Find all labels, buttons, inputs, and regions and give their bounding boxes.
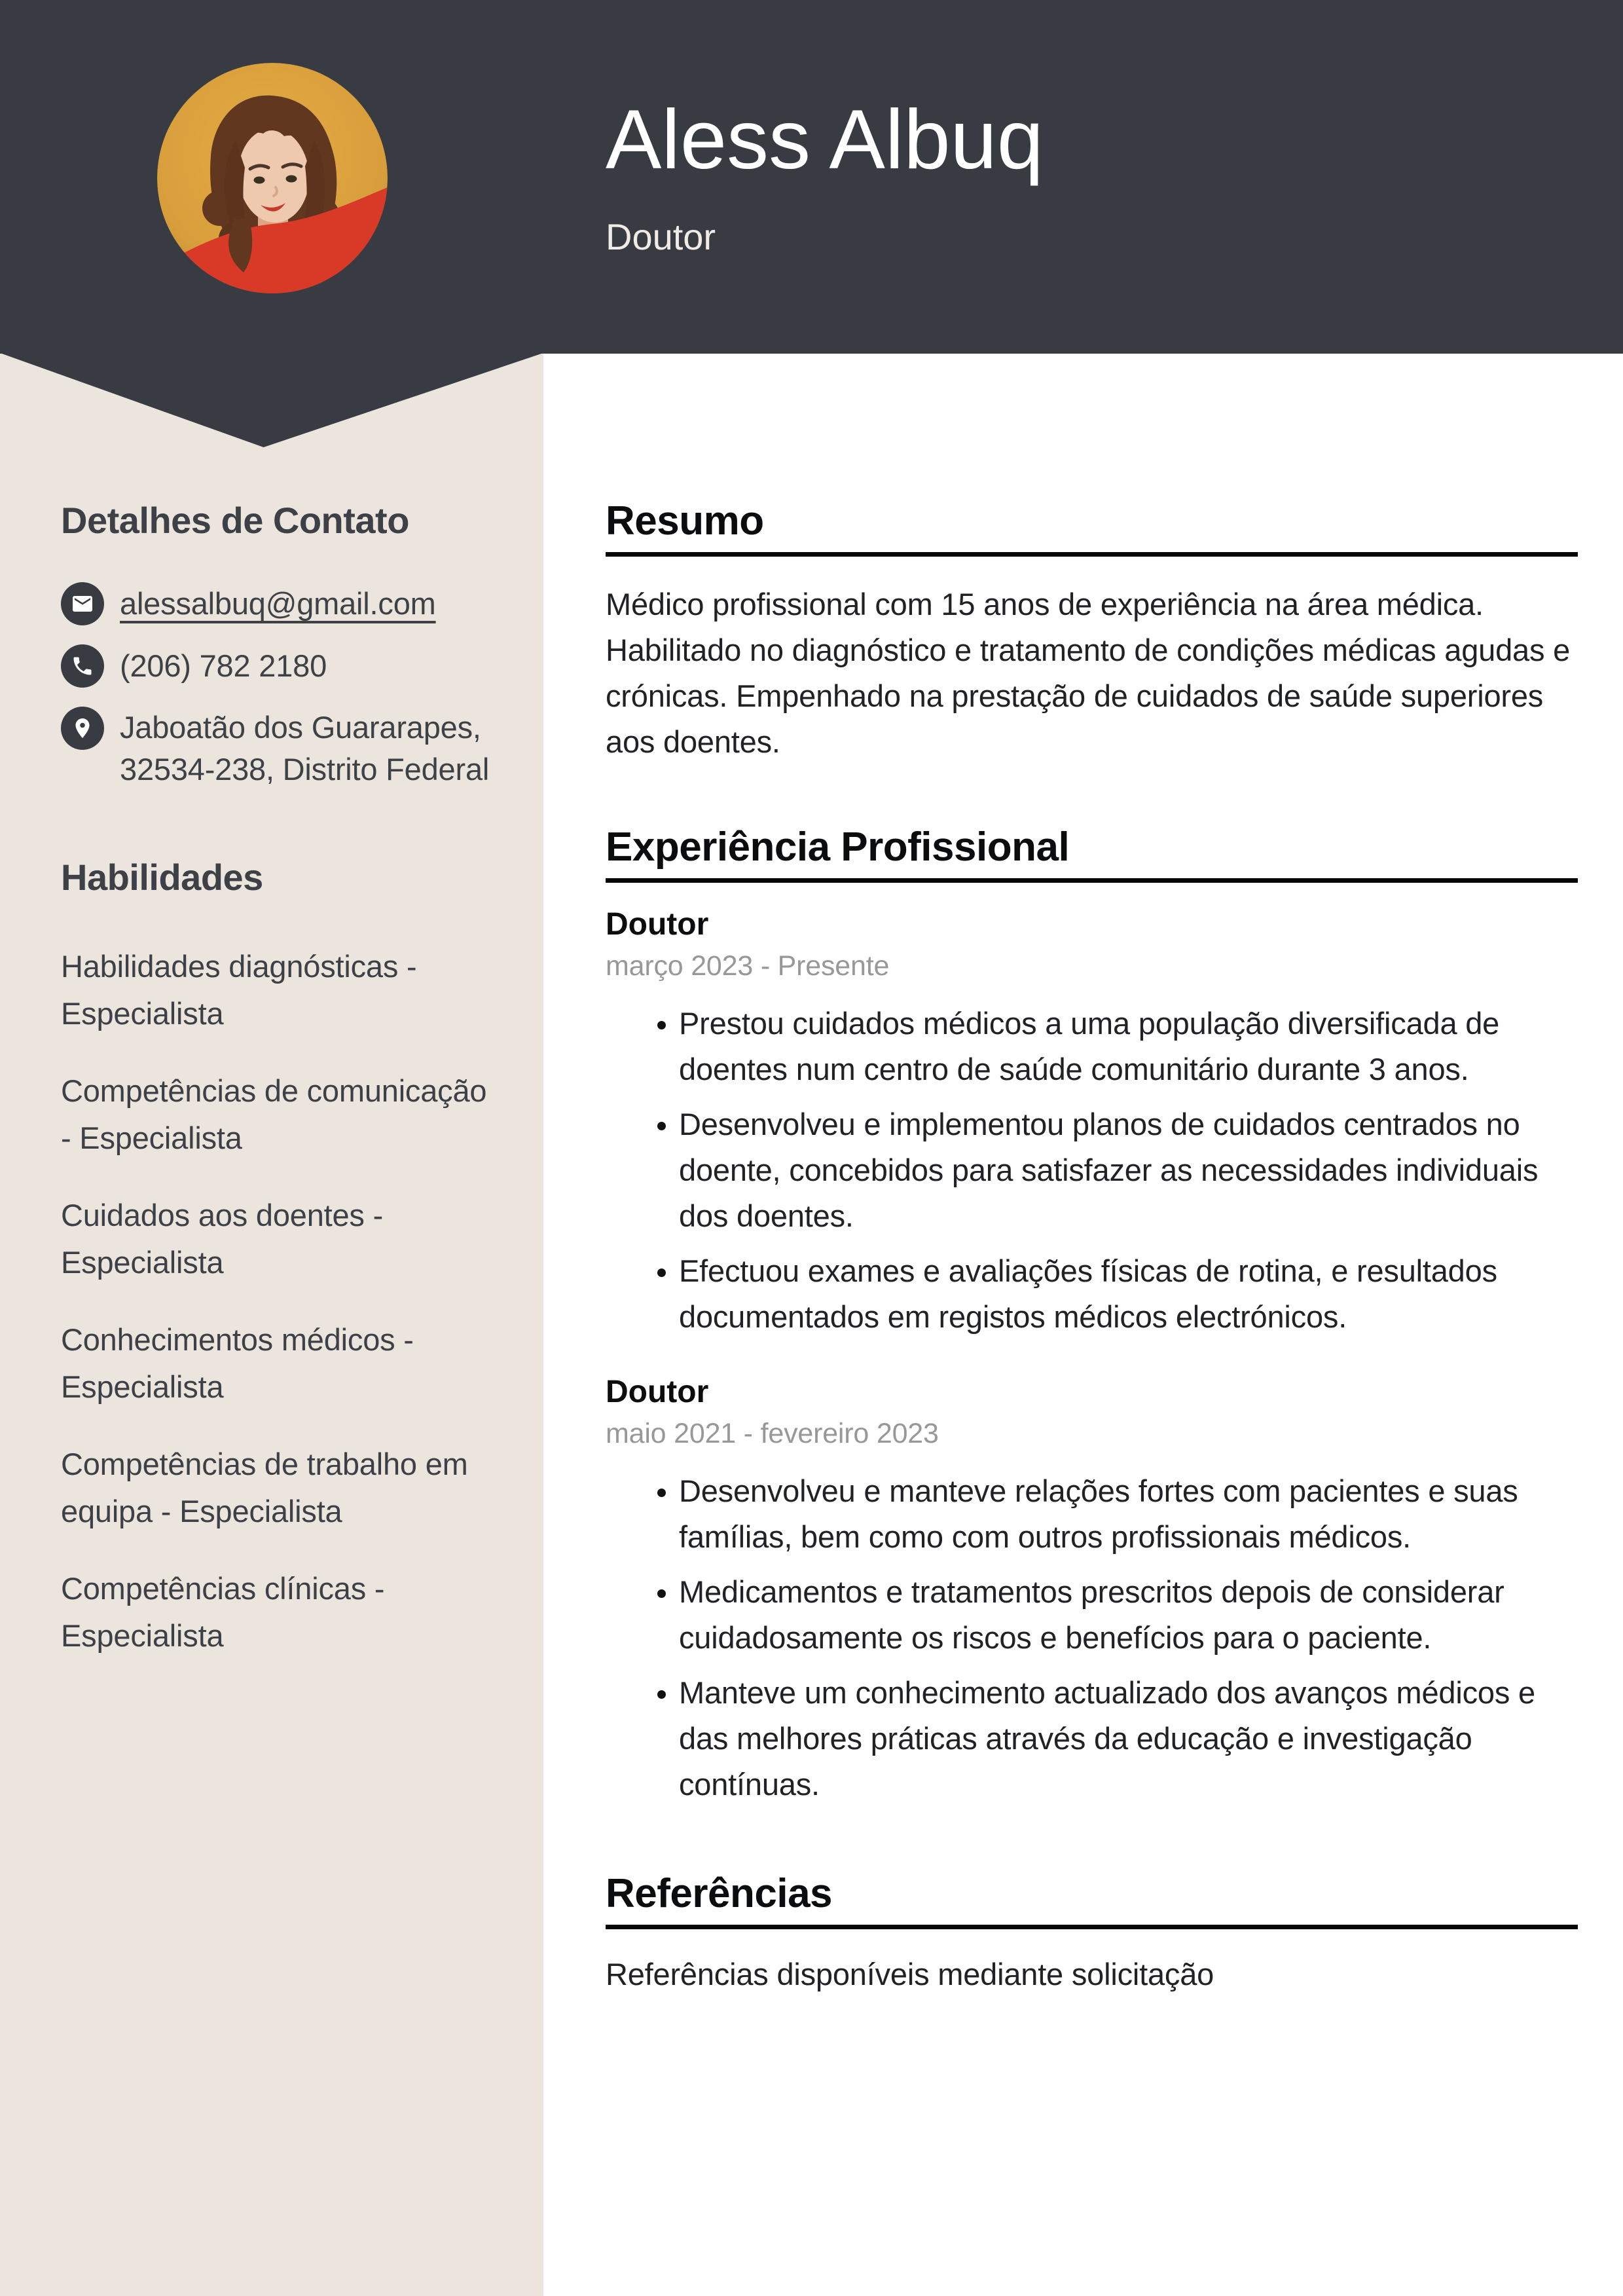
contact-row-email	[61, 582, 490, 625]
contact-row-phone	[61, 644, 490, 688]
job-bullet: • Medicamentos e tratamentos prescritos depois de considerar cuidadosamente os riscos e benefícios para o paciente.	[679, 1569, 1578, 1661]
job-bullet: • Desenvolveu e manteve relações fortes com pacientes e suas famílias, bem como com outros profissionais médicos.	[679, 1468, 1578, 1560]
email-link[interactable]: alessalbuq@gmail.com	[120, 586, 436, 621]
job-bullet: • Efectuou exames e avaliações físicas de rotina, e resultados documentados em registos médicos electrónicos.	[679, 1248, 1578, 1340]
skill-item: Competências clínicas - Especialista	[61, 1571, 385, 1653]
skill-item: Habilidades diagnósticas - Especialista	[61, 949, 417, 1031]
skills-list	[61, 943, 490, 1659]
job-title: Doutor	[606, 1375, 709, 1409]
skill-item: Cuidados aos doentes - Especialista	[61, 1198, 384, 1280]
location-pin-icon	[61, 707, 104, 750]
summary-text: Médico profissional com 15 anos de experiência na área médica. Habilitado no diagnóstico e tratamento de condições médicas agudas e crónicas. Empenhado na prestação de cuidados de saúde superiores aos doentes.	[606, 587, 1571, 759]
main-column	[606, 498, 1578, 1997]
job-entry	[606, 906, 1578, 1340]
job-bullet: • Prestou cuidados médicos a uma população diversificada de doentes num centro de saúde comunitário durante 3 anos.	[679, 1001, 1578, 1092]
job-entry	[606, 1374, 1578, 1807]
job-bullet-list	[606, 1001, 1578, 1340]
profile-photo-illustration	[157, 63, 388, 293]
experience-heading: Experiência Profissional	[606, 824, 1578, 883]
contact-row-address	[61, 707, 490, 790]
job-bullet: • Desenvolveu e implementou planos de cuidados centrados no doente, concebidos para satisfazer as necessidades individuais dos doentes.	[679, 1102, 1578, 1239]
job-bullet-list	[606, 1468, 1578, 1807]
job-bullet: • Manteve um conhecimento actualizado dos avanços médicos e das melhores práticas através da educação e investigação contínuas.	[679, 1670, 1578, 1807]
references-heading: Referências	[606, 1870, 1578, 1929]
profile-photo	[157, 63, 388, 293]
job-period: março 2023 - Presente	[606, 950, 890, 982]
person-name: Aless Albuq	[606, 93, 1044, 187]
header-text-block	[606, 92, 1044, 258]
contact-email	[120, 583, 436, 625]
contact-address-line2: 32534-238, Distrito Federal	[120, 752, 490, 787]
phone-icon	[61, 644, 104, 688]
contact-address	[120, 707, 489, 790]
contact-phone: (206) 782 2180	[120, 648, 327, 683]
contact-list	[61, 582, 490, 790]
references-text: Referências disponíveis mediante solicitação	[606, 1957, 1214, 1991]
job-period: maio 2021 - fevereiro 2023	[606, 1418, 939, 1449]
sidebar	[61, 499, 490, 1690]
skill-item: Competências de trabalho em equipa - Especialista	[61, 1447, 468, 1528]
email-icon	[61, 582, 104, 625]
job-title: Doutor	[606, 907, 709, 942]
skills-heading: Habilidades	[61, 857, 263, 898]
contact-address-line1: Jaboatão dos Guararapes,	[120, 710, 481, 745]
person-job-title: Doutor	[606, 216, 716, 258]
skill-item: Conhecimentos médicos - Especialista	[61, 1322, 414, 1404]
contact-heading: Detalhes de Contato	[61, 500, 409, 541]
summary-heading: Resumo	[606, 498, 1578, 557]
skill-item: Competências de comunicação - Especialista	[61, 1073, 487, 1155]
